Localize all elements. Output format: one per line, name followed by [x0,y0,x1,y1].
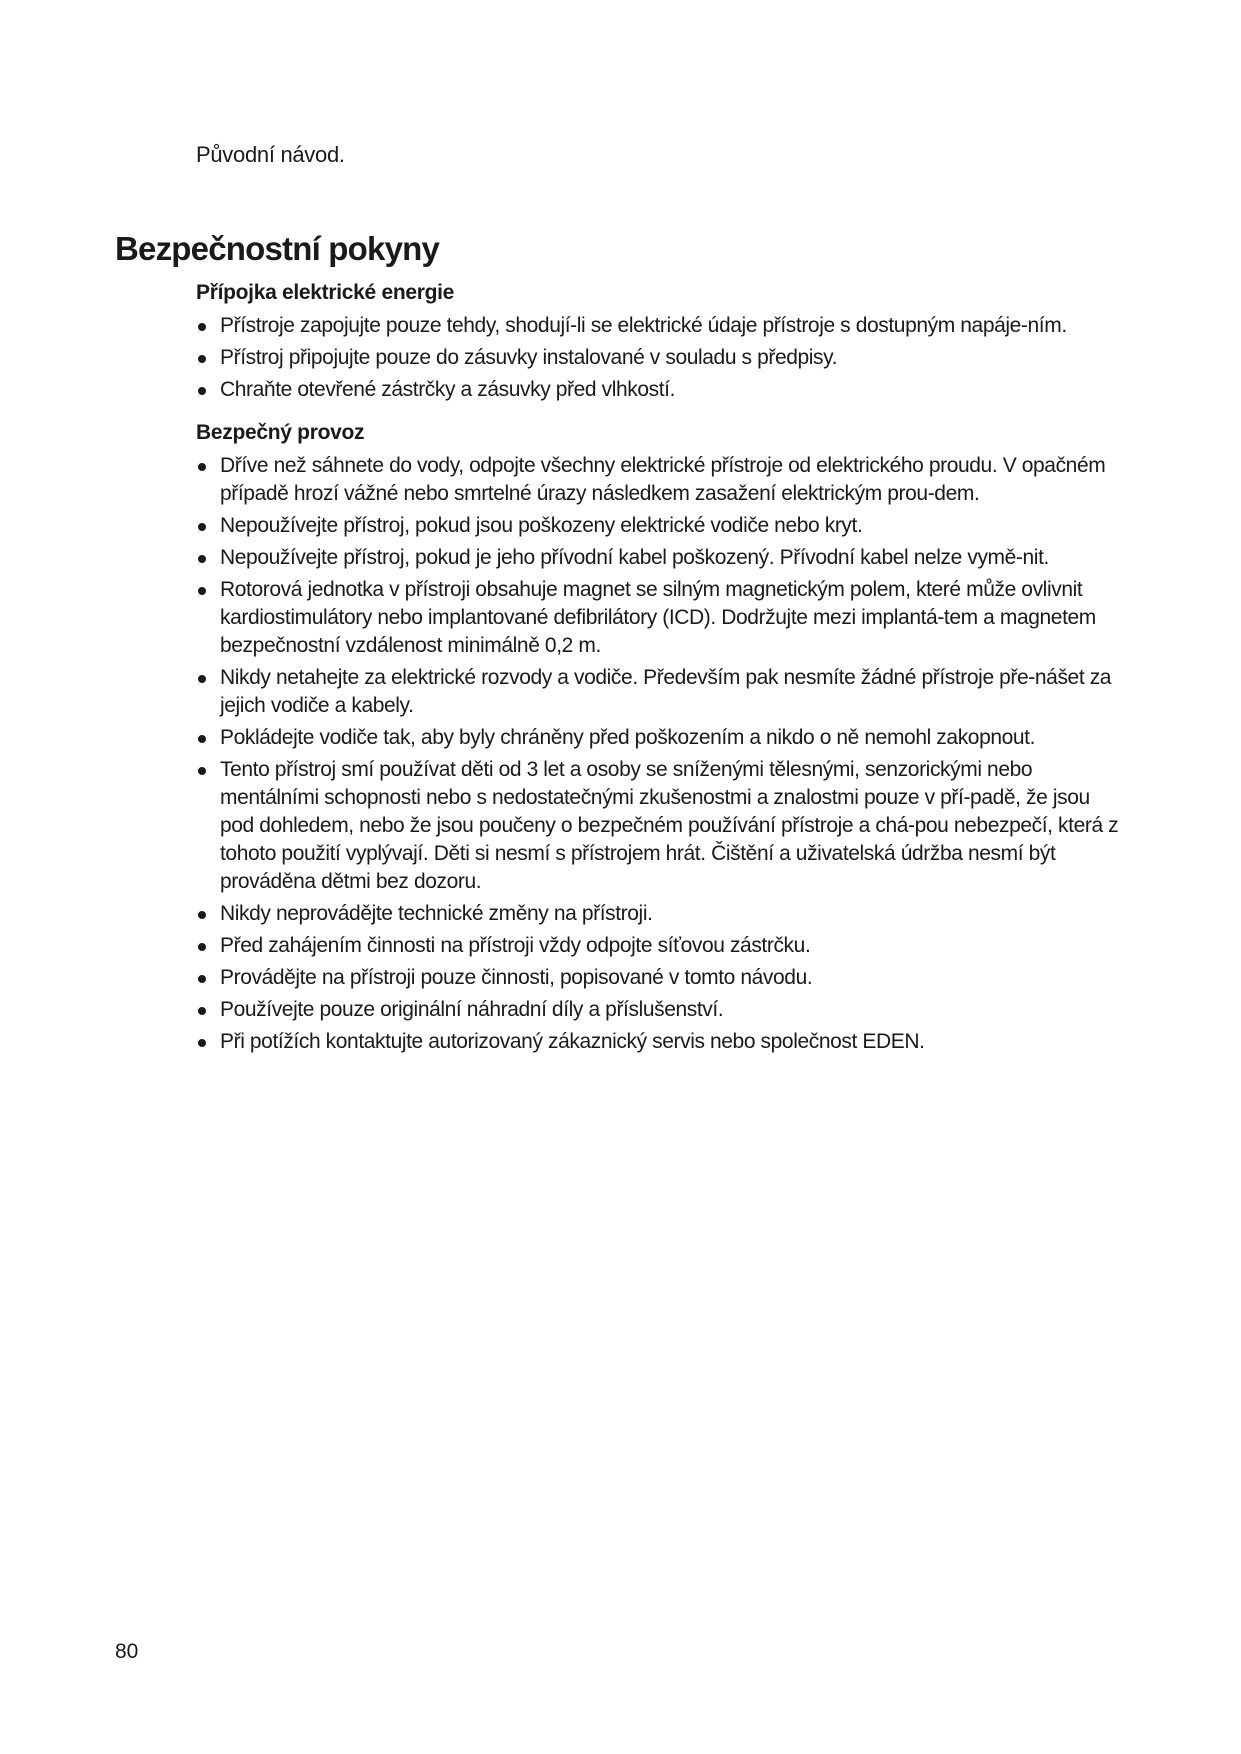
list-item [196,544,1126,572]
list-item [196,756,1126,896]
page-number: 80 [115,1640,139,1663]
list-item-text: Při potížích kontaktujte autorizovaný zákaznický servis nebo společnost EDEN. [220,1030,925,1053]
list-item [196,996,1126,1024]
list-item [196,512,1126,540]
content [196,278,1126,1060]
section-safe-operation [196,418,1126,1056]
bullet-dot-icon [198,463,206,471]
bullet-dot-icon [198,1039,206,1047]
list-item [196,964,1126,992]
bullet-dot-icon [198,767,206,775]
list-item-text: Nikdy netahejte za elektrické rozvody a vodiče. Především pak nesmíte žádné přístroje pře-nášet za jejich vodiče a kabely. [220,666,1112,717]
bullet-dot-icon [198,911,206,919]
section-heading: Přípojka elektrické energie [196,281,455,304]
bullet-list [196,312,1126,404]
bullet-dot-icon [198,555,206,563]
bullet-list [196,452,1126,1056]
intro-text: Původní návod. [196,142,345,167]
page-title: Bezpečnostní pokyny [115,230,440,267]
list-item-text: Chraňte otevřené zástrčky a zásuvky před vlhkostí. [220,378,676,401]
bullet-dot-icon [198,975,206,983]
list-item [196,932,1126,960]
list-item-text: Nikdy neprovádějte technické změny na přístroji. [220,902,653,925]
list-item-text: Rotorová jednotka v přístroji obsahuje magnet se silným magnetickým polem, které může ovlivnit kardiostimulátory nebo implantované defibrilátory (ICD). Dodržujte mezi implantá-tem a magnetem bezpečnostní vzdálenost minimálně 0,2 m. [220,578,1096,657]
list-item-text: Provádějte na přístroji pouze činnosti, popisované v tomto návodu. [220,966,813,989]
bullet-dot-icon [198,523,206,531]
list-item-text: Nepoužívejte přístroj, pokud jsou poškozeny elektrické vodiče nebo kryt. [220,514,863,537]
list-item-text: Dříve než sáhnete do vody, odpojte všechny elektrické přístroje od elektrického proudu. V opačném případě hrozí vážné nebo smrtelné úrazy následkem zasažení elektrickým prou-dem. [220,454,1106,505]
list-item-text: Pokládejte vodiče tak, aby byly chráněny před poškozením a nikdo o ně nemohl zakopnout. [220,726,1036,749]
list-item-text: Nepoužívejte přístroj, pokud je jeho přívodní kabel poškozený. Přívodní kabel nelze vymě-nit. [220,546,1049,569]
section-power-connection [196,278,1126,404]
list-item [196,344,1126,372]
bullet-dot-icon [198,587,206,595]
bullet-dot-icon [198,735,206,743]
bullet-dot-icon [198,355,206,363]
list-item-text: Přístroj připojujte pouze do zásuvky instalované v souladu s předpisy. [220,346,838,369]
list-item [196,312,1126,340]
section-heading: Bezpečný provoz [196,421,365,444]
list-item-text: Přístroje zapojujte pouze tehdy, shodují-li se elektrické údaje přístroje s dostupným napáje-ním. [220,314,1067,337]
list-item-text: Tento přístroj smí používat děti od 3 let a osoby se sníženými tělesnými, senzorickými nebo mentálními schopnosti nebo s nedostatečnými zkušenostmi a znalostmi pouze v pří-padě, že jsou pod dohledem, nebo že jsou poučeny o bezpečném používání přístroje a chá-pou nebezpečí, která z tohoto použití vyplývají. Děti si nesmí s přístrojem hrát. Čištění a uživatelská údržba nesmí být prováděna dětmi bez dozoru. [220,758,1119,893]
list-item [196,452,1126,508]
list-item [196,576,1126,660]
bullet-dot-icon [198,1007,206,1015]
list-item [196,664,1126,720]
bullet-dot-icon [198,943,206,951]
list-item [196,376,1126,404]
list-item [196,724,1126,752]
list-item-text: Před zahájením činnosti na přístroji vždy odpojte síťovou zástrčku. [220,934,811,957]
list-item-text: Používejte pouze originální náhradní díly a příslušenství. [220,998,724,1021]
list-item [196,900,1126,928]
list-item [196,1028,1126,1056]
bullet-dot-icon [198,387,206,395]
bullet-dot-icon [198,675,206,683]
bullet-dot-icon [198,323,206,331]
